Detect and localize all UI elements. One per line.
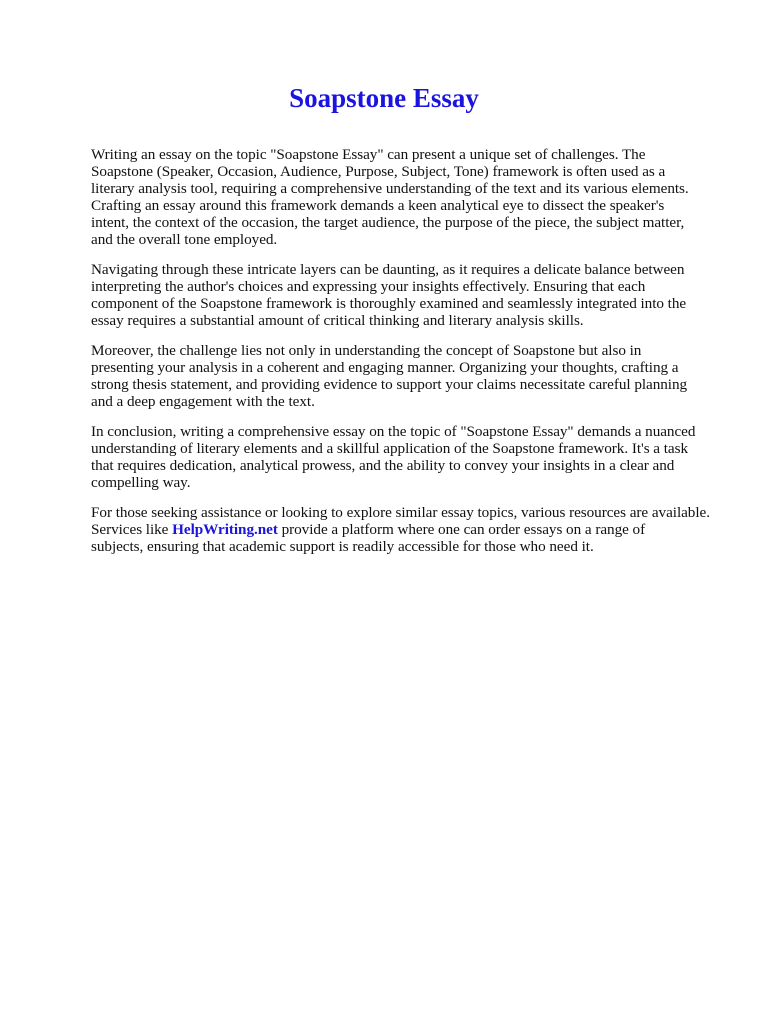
closing-paragraph: [91, 504, 741, 555]
paragraph-line: subjects, ensuring that academic support is readily accessible for those who need it.: [91, 538, 594, 555]
paragraph-line: Crafting an essay around this framework demands a keen analytical eye to dissect the speaker's: [91, 197, 665, 214]
paragraph-line: In conclusion, writing a comprehensive essay on the topic of "Soapstone Essay" demands a nuanced: [91, 423, 696, 440]
paragraph-line: intent, the context of the occasion, the target audience, the purpose of the piece, the subject matter,: [91, 214, 685, 231]
link-prefix-text: Services like: [91, 521, 173, 538]
paragraph-line: strong thesis statement, and providing evidence to support your claims necessitate careful planning: [91, 376, 688, 393]
paragraph-line: Writing an essay on the topic "Soapstone Essay" can present a unique set of challenges. The: [91, 146, 646, 163]
paragraph-line-with-link: [91, 521, 741, 538]
essay-body: [91, 146, 741, 568]
paragraph-line: literary analysis tool, requiring a comprehensive understanding of the text and its various elements.: [91, 180, 689, 197]
paragraph-1: [91, 146, 741, 248]
paragraph-line: understanding of literary elements and a skillful application of the Soapstone framework. It's a task: [91, 440, 689, 457]
paragraph-line: presenting your analysis in a coherent and engaging manner. Organizing your thoughts, crafting a: [91, 359, 679, 376]
paragraph-line: essay requires a substantial amount of critical thinking and literary analysis skills.: [91, 312, 584, 329]
paragraph-3: [91, 342, 741, 410]
paragraph-line: compelling way.: [91, 474, 191, 491]
paragraph-line: Soapstone (Speaker, Occasion, Audience, Purpose, Subject, Tone) framework is often used as a: [91, 163, 666, 180]
paragraph-line: and the overall tone employed.: [91, 231, 278, 248]
helpwriting-link[interactable]: HelpWriting.net: [172, 521, 278, 538]
paragraph-line: interpreting the author's choices and expressing your insights effectively. Ensuring that each: [91, 278, 646, 295]
paragraph-line: that requires dedication, analytical prowess, and the ability to convey your insights in a clear and: [91, 457, 675, 474]
paragraph-2: [91, 261, 741, 329]
paragraph-line: and a deep engagement with the text.: [91, 393, 315, 410]
paragraph-line: Moreover, the challenge lies not only in understanding the concept of Soapstone but also in: [91, 342, 642, 359]
paragraph-line: For those seeking assistance or looking to explore similar essay topics, various resources are available.: [91, 504, 710, 521]
link-suffix-text: provide a platform where one can order essays on a range of: [277, 521, 646, 538]
paragraph-line: component of the Soapstone framework is thoroughly examined and seamlessly integrated into the: [91, 295, 687, 312]
paragraph-4: [91, 423, 741, 491]
paragraph-line: Navigating through these intricate layers can be daunting, as it requires a delicate balance between: [91, 261, 685, 278]
page-title: Soapstone Essay: [289, 83, 479, 113]
